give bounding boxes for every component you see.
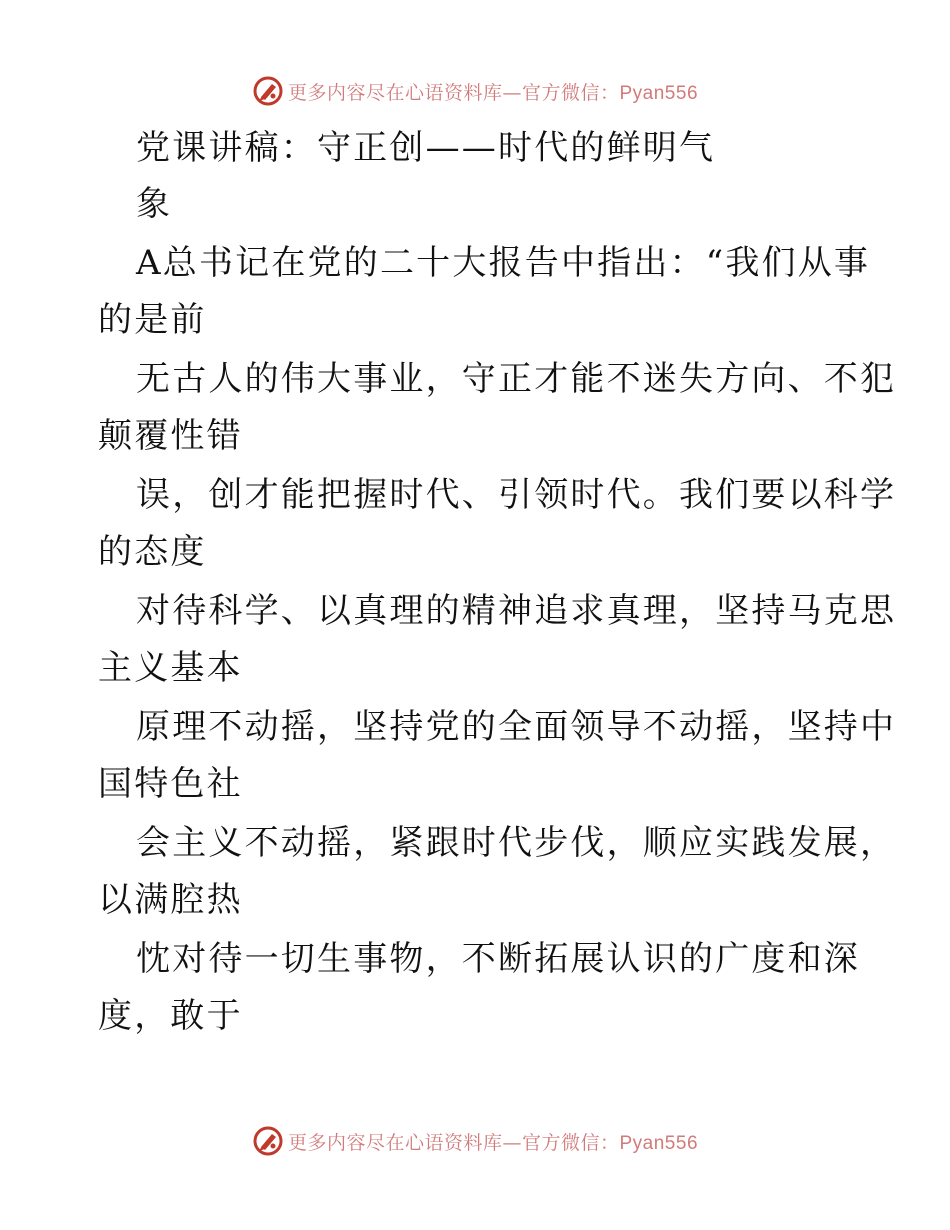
doc-text-line: 颠覆性错	[98, 416, 243, 456]
doc-text-line: 会主义不动摇，紧跟时代步伐，顺应实践发展，	[136, 823, 897, 863]
doc-text-line: 的态度	[98, 532, 207, 572]
doc-text-line: 原理不动摇，坚持党的全面领导不动摇，坚持中	[136, 707, 897, 747]
doc-text-line: 以满腔热	[98, 880, 243, 920]
footer-banner-cn: 更多内容尽在心语资料库—官方微信：	[287, 1131, 620, 1154]
doc-text-line: 忱对待一切生事物，不断拓展认识的广度和深	[136, 939, 860, 979]
doc-text-line: 度，敢于	[98, 996, 243, 1036]
doc-text-line: 对待科学、以真理的精神追求真理，坚持马克思	[136, 591, 897, 631]
doc-text-line: 无古人的伟大事业，守正才能不迷失方向、不犯	[136, 359, 897, 399]
footer-banner-inner	[252, 1125, 698, 1157]
doc-text-line: 误，创才能把握时代、引领时代。我们要以科学	[136, 475, 897, 515]
footer-banner-text	[288, 1128, 698, 1155]
doc-text-line: 国特色社	[98, 764, 243, 804]
doc-text-line: 的是前	[98, 300, 207, 340]
doc-title-line-1: 党课讲稿：守正创——时代的鲜明气	[136, 128, 716, 168]
doc-text-line: A总书记在党的二十大报告中指出：“我们从事	[136, 243, 871, 283]
header-banner-wechat-id: Pyan556	[619, 82, 699, 104]
doc-text-line: 主义基本	[98, 648, 243, 688]
footer-banner	[0, 1121, 950, 1161]
doc-title-line-2: 象	[136, 184, 173, 224]
footer-banner-wechat-id: Pyan556	[619, 1132, 699, 1154]
pen-seal-icon	[252, 1125, 284, 1157]
header-banner-cn: 更多内容尽在心语资料库—官方微信：	[287, 81, 620, 104]
